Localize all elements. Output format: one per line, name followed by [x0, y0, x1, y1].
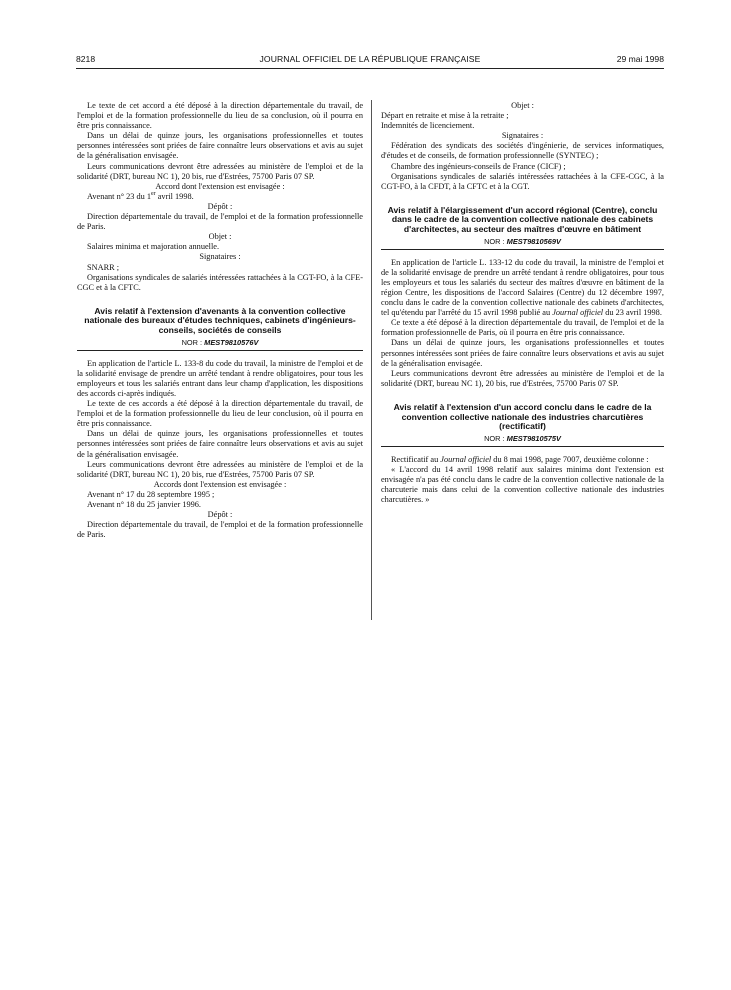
nor-code: MEST9810575V: [506, 433, 561, 443]
paragraph: Organisations syndicales de salariés intéressées rattachées à la CFE-CGC, à la CGT-FO, à la CFDT, à la CFTC et à la CGT.: [381, 171, 664, 191]
nor-reference: [381, 434, 664, 444]
nor-label: NOR :: [484, 433, 507, 443]
notice-rule: [381, 446, 664, 447]
paragraph: [381, 455, 664, 465]
paragraph: Départ en retraite et mise à la retraite ;: [381, 111, 509, 121]
text-run: du 8 mai 1998, page 7007, deuxième colonne :: [491, 454, 649, 464]
quoted-correction: « L'accord du 14 avril 1998 relatif aux salaires minima dont l'extension est envisagée n'a pas été conclu dans le cadre de la convention collective nationale de la charcuterie mais dans celui de la convention collective nationale des industries charcutières. »: [381, 464, 664, 505]
paragraph: Direction départementale du travail, de l'emploi et de la formation professionnelle de Paris.: [77, 212, 363, 232]
section-label: Dépôt :: [207, 510, 233, 520]
paragraph: Dans un délai de quinze jours, les organisations professionnelles et toutes personnes intéressées sont priées de faire connaître leurs observations et avis au sujet de la généralisation envisagée.: [77, 131, 363, 161]
journal-reference: Journal officiel: [552, 308, 604, 318]
avenant-text: Avenant n° 23 du 1: [87, 191, 151, 201]
section-label: Signataires :: [501, 131, 544, 141]
text-run: du 23 avril 1998.: [603, 308, 662, 318]
nor-code: MEST9810569V: [506, 236, 561, 246]
paragraph: Le texte de cet accord a été déposé à la direction départementale du travail, de l'emploi et de la formation professionnelle du lieu de sa conclusion, où il pourra en être pris connaissance.: [77, 101, 363, 131]
right-column: [381, 101, 664, 505]
journal-title: JOURNAL OFFICIEL DE LA RÉPUBLIQUE FRANÇAISE: [259, 54, 481, 64]
text-run: Rectificatif au: [391, 454, 441, 464]
page-number: 8218: [76, 54, 96, 64]
nor-label: NOR :: [181, 337, 205, 347]
section-label: Signataires :: [199, 252, 241, 262]
running-header: [76, 54, 664, 68]
text-run: En application de l'article L. 133-12 du code du travail, la ministre de l'emploi et de la solidarité envisage de prendre un arrêté tendant à rendre obligatoires, pour tous les employeurs et tous les salariés du secteur des maîtres d'œuvre en bâtiment de la région Centre, les dispositions de l'accord Salaires (Centre) du 12 décembre 1997, conclu dans le cadre de la convention collective nationale des cabinets d'architectes, tel qu'étendu par l'arrêté du 15 avril 1998 publié au: [381, 257, 664, 318]
section-label: Accord dont l'extension est envisagée :: [155, 181, 285, 191]
notice-title: Avis relatif à l'extension d'avenants à la convention collective nationale des bureaux d'études techniques, cabinets d'ingénieurs-conseils, sociétés de conseils: [84, 305, 356, 335]
nor-reference: [77, 338, 363, 348]
notice-title: Avis relatif à l'extension d'un accord conclu dans le cadre de la convention collective nationale des industries charcutières (rectificatif): [393, 401, 652, 432]
column-divider: [371, 100, 372, 620]
paragraph: Dans un délai de quinze jours, les organisations professionnelles et toutes personnes intéressées sont priées de faire connaître leurs observations et avis au sujet de la généralisation envisagée.: [77, 429, 363, 459]
paragraph: Leurs communications devront être adressées au ministère de l'emploi et de la solidarité (DRT, bureau NC 1), 20 bis, rue d'Estrées, 75700 Paris 07 SP.: [381, 368, 664, 388]
notice-rule: [77, 350, 363, 351]
avenant-line: Avenant n° 18 du 25 janvier 1996.: [87, 499, 201, 509]
avenant-text: avril 1998.: [155, 191, 194, 201]
notice-title: Avis relatif à l'élargissement d'un accord régional (Centre), conclu dans le cadre de la convention collective nationale des cabinets d'architectes, au secteur des maîtres d'œuvre en bâtiment: [387, 204, 658, 235]
paragraph: Chambre des ingénieurs-conseils de France (CICF) ;: [391, 161, 566, 171]
issue-date: 29 mai 1998: [616, 54, 664, 64]
journal-reference: Journal officiel: [440, 454, 492, 464]
section-label: Objet :: [511, 101, 534, 110]
notice-rule: [381, 249, 664, 250]
left-column: [77, 101, 363, 540]
nor-code: MEST9810576V: [204, 337, 259, 347]
paragraph: Leurs communications devront être adressées au ministère de l'emploi et de la solidarité (DRT, bureau NC 1), 20 bis, rue d'Estrées, 75700 Paris 07 SP.: [77, 459, 363, 479]
section-label: Objet :: [208, 232, 232, 242]
section-label: Dépôt :: [207, 201, 233, 211]
paragraph: Organisations syndicales de salariés intéressées rattachées à la CGT-FO, à la CFE-CGC et à la CFTC.: [77, 272, 363, 292]
paragraph: Salaires minima et majoration annuelle.: [87, 242, 220, 252]
paragraph: Direction départementale du travail, de l'emploi et de la formation professionnelle de Paris.: [77, 520, 363, 540]
paragraph: Ce texte a été déposé à la direction départementale du travail, de l'emploi et de la formation professionnelle de Paris, où il pourra en être pris connaissance.: [381, 318, 664, 338]
paragraph: Dans un délai de quinze jours, les organisations professionnelles et toutes personnes intéressées sont priées de faire connaître leurs observations et avis au sujet de la généralisation envisagée.: [381, 338, 664, 368]
section-label: Accords dont l'extension est envisagée :: [153, 479, 287, 489]
header-rule: [76, 68, 664, 69]
nor-label: NOR :: [484, 236, 507, 246]
paragraph: En application de l'article L. 133-8 du code du travail, la ministre de l'emploi et de la solidarité envisage de prendre un arrêté tendant à rendre obligatoires, pour tous les employeurs et tous les salariés entrant dans leur champ d'application, les dispositions des accords ci-après indiqués.: [77, 358, 363, 398]
paragraph: Leurs communications devront être adressées au ministère de l'emploi et de la solidarité (DRT, bureau NC 1), 20 bis, rue d'Estrées, 75700 Paris 07 SP.: [77, 161, 363, 181]
nor-reference: [381, 237, 664, 247]
ordinal-superscript: er: [151, 191, 156, 198]
avenant-line: [77, 192, 363, 202]
paragraph: SNARR ;: [87, 262, 120, 272]
paragraph: Le texte de ces accords a été déposé à la direction départementale du travail, de l'emploi et de la formation professionnelle du lieu de leur conclusion, où il pourra en être pris connaissance.: [77, 399, 363, 429]
paragraph: Fédération des syndicats des sociétés d'ingénierie, de services informatiques, d'études et de conseils, de formation professionnelle (SYNTEC) ;: [381, 141, 664, 161]
avenant-line: Avenant n° 17 du 28 septembre 1995 ;: [87, 489, 215, 499]
paragraph: [381, 258, 664, 319]
paragraph: Indemnités de licenciement.: [381, 121, 475, 131]
